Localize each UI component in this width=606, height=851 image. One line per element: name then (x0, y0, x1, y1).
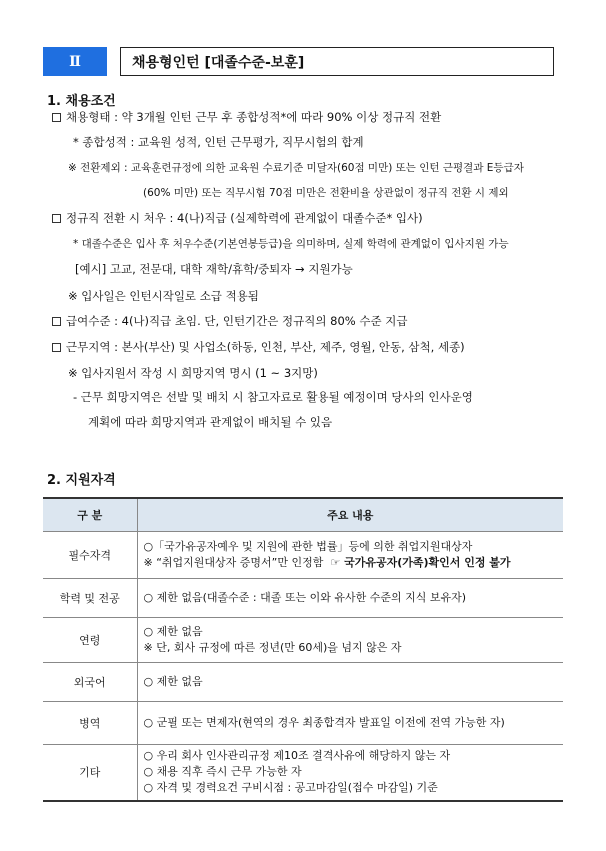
table-header-row (43, 498, 563, 532)
table-row (43, 618, 563, 663)
condition-line: 급여수준 : 4(나)직급 초임. 단, 인턴기간은 정규직의 80% 수준 지급 (52, 315, 407, 329)
table-header-content: 주요 내용 (137, 498, 563, 532)
row-content: ○ 우리 회사 인사관리규정 제10조 결격사유에 해당하지 않는 자 ○ 채용 직후 즉시 근무 가능한 자 ○ 자격 및 경력요건 구비시점 : 공고마감일(접수 마감일) 기준 (137, 745, 563, 801)
section2-title: 2. 지원자격 (47, 473, 116, 488)
condition-line: ※ 전환제외 : 교육훈련규정에 의한 교육원 수료기준 미달자(60점 미만) 또는 인턴 근평결과 E등급자 (68, 162, 524, 174)
table-header-category: 구 분 (43, 498, 137, 532)
row-label: 외국어 (43, 663, 137, 702)
row-content: ○ 제한 없음 ※ 단, 회사 규정에 따른 정년(만 60세)을 넘지 않은 자 (137, 618, 563, 663)
condition-line: (60% 미만) 또는 직무시험 70점 미만은 전환비율 상관없이 정규직 전환 시 제외 (143, 187, 509, 199)
note-text: ☞ 국가유공자(가족)확인서 인정 불가 (330, 556, 511, 569)
row-label: 필수자격 (43, 532, 137, 579)
condition-line: [예시] 고교, 전문대, 대학 재학/휴학/중퇴자 → 지원가능 (75, 262, 353, 276)
table-row (43, 532, 563, 579)
row-label: 기타 (43, 745, 137, 801)
checkbox-icon (52, 214, 61, 223)
table-row (43, 702, 563, 745)
row-content: ○「국가유공자예우 및 지원에 관한 법률」등에 의한 취업지원대상자 ※ “취업지원대상자 증명서”만 인정함 ☞ 국가유공자(가족)확인서 인정 불가 (137, 532, 563, 579)
condition-line: 정규직 전환 시 처우 : 4(나)직급 (실제학력에 관계없이 대졸수준* 입사) (52, 212, 423, 226)
table-row (43, 663, 563, 702)
checkbox-icon (52, 113, 61, 122)
table-row (43, 745, 563, 801)
section-title: 채용형인턴 [대졸수준-보훈] (120, 47, 554, 76)
condition-line: - 근무 희망지역은 선발 및 배치 시 참고자료로 활용될 예정이며 당사의 인사운영 (73, 390, 473, 404)
condition-line: 근무지역 : 본사(부산) 및 사업소(하동, 인천, 부산, 제주, 영월, 안동, 삼척, 세종) (52, 341, 465, 355)
row-content: ○ 군필 또는 면제자(현역의 경우 최종합격자 발표일 이전에 전역 가능한 자) (137, 702, 563, 745)
section-number-badge: Ⅱ (43, 47, 107, 76)
condition-line: * 대졸수준은 입사 후 처우수준(기본연봉등급)을 의미하며, 실제 학력에 관계없이 입사지원 가능 (73, 238, 509, 250)
condition-line: ※ 입사일은 인턴시작일로 소급 적용됨 (68, 289, 259, 303)
section-header (43, 47, 554, 76)
row-content: ○ 제한 없음(대졸수준 : 대졸 또는 이와 유사한 수준의 지식 보유자) (137, 579, 563, 618)
row-label: 연령 (43, 618, 137, 663)
condition-line: * 종합성적 : 교육원 성적, 인턴 근무평가, 직무시험의 합계 (73, 135, 364, 149)
condition-line: 계획에 따라 희망지역과 관계없이 배치될 수 있음 (88, 415, 333, 429)
row-content: ○ 제한 없음 (137, 663, 563, 702)
condition-line: 채용형태 : 약 3개월 인턴 근무 후 종합성적*에 따라 90% 이상 정규직 전환 (52, 111, 441, 125)
qualification-table (43, 497, 563, 802)
condition-line: ※ 입사지원서 작성 시 희망지역 명시 (1 ~ 3지망) (68, 366, 318, 380)
row-label: 병역 (43, 702, 137, 745)
checkbox-icon (52, 343, 61, 352)
section1-title: 1. 채용조건 (47, 94, 116, 109)
row-label: 학력 및 전공 (43, 579, 137, 618)
checkbox-icon (52, 317, 61, 326)
table-row (43, 579, 563, 618)
